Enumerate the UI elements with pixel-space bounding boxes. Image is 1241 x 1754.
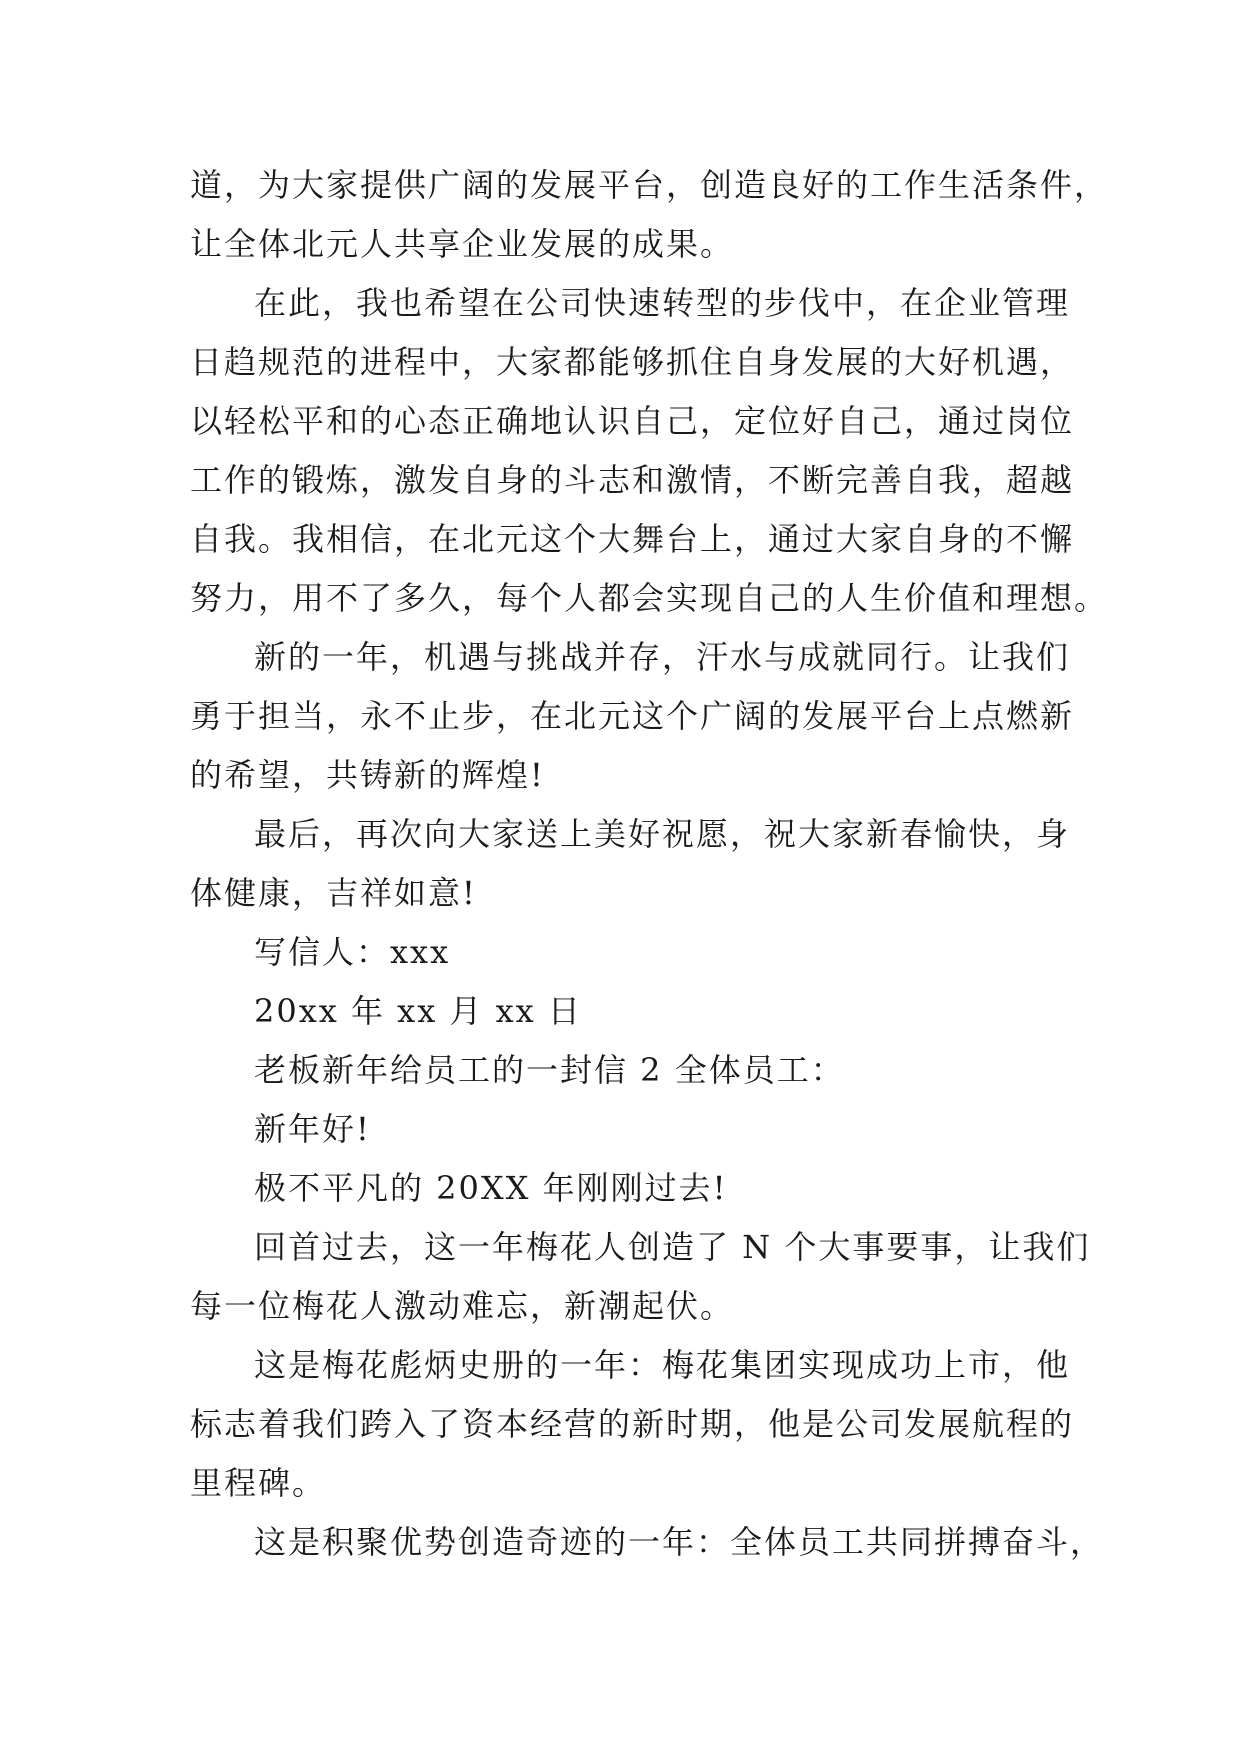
- paragraph-start: 回首过去，这一年梅花人创造了 N 个大事要事，让我们: [254, 1228, 1091, 1266]
- paragraph-start: 极不平凡的 20XX 年刚刚过去!: [254, 1169, 728, 1207]
- text-line: 努力，用不了多久，每个人都会实现自己的人生价值和理想。: [190, 579, 1109, 617]
- paragraph-start: 在此，我也希望在公司快速转型的步伐中，在企业管理: [254, 284, 1071, 322]
- text-line: 里程碑。: [190, 1464, 327, 1502]
- signature-date: 20xx 年 xx 月 xx 日: [254, 992, 582, 1030]
- paragraph-start: 这是梅花彪炳史册的一年：梅花集团实现成功上市，他: [254, 1346, 1071, 1384]
- paragraph-start: 最后，再次向大家送上美好祝愿，祝大家新春愉快，身: [254, 815, 1071, 853]
- text-line: 让全体北元人共享企业发展的成果。: [190, 225, 735, 263]
- text-line: 体健康，吉祥如意!: [190, 874, 477, 912]
- signature-author: 写信人：xxx: [254, 933, 451, 971]
- text-line: 标志着我们跨入了资本经营的新时期，他是公司发展航程的: [190, 1405, 1075, 1443]
- text-line: 勇于担当，永不止步，在北元这个广阔的发展平台上点燃新: [190, 697, 1075, 735]
- text-line: 道，为大家提供广阔的发展平台，创造良好的工作生活条件，: [190, 166, 1109, 204]
- greeting: 新年好!: [254, 1110, 371, 1148]
- second-letter-heading: 老板新年给员工的一封信 2 全体员工：: [254, 1051, 845, 1089]
- paragraph-start: 新的一年，机遇与挑战并存，汗水与成就同行。让我们: [254, 638, 1071, 676]
- letter-body: [190, 156, 1109, 1572]
- paragraph-start: 这是积聚优势创造奇迹的一年：全体员工共同拼搏奋斗，: [254, 1523, 1105, 1561]
- text-line: 的希望，共铸新的辉煌!: [190, 756, 545, 794]
- text-line: 工作的锻炼，激发自身的斗志和激情，不断完善自我，超越: [190, 461, 1075, 499]
- text-line: 每一位梅花人激动难忘，新潮起伏。: [190, 1287, 735, 1325]
- text-line: 以轻松平和的心态正确地认识自己，定位好自己，通过岗位: [190, 402, 1075, 440]
- text-line: 自我。我相信，在北元这个大舞台上，通过大家自身的不懈: [190, 520, 1075, 558]
- text-line: 日趋规范的进程中，大家都能够抓住自身发展的大好机遇，: [190, 343, 1075, 381]
